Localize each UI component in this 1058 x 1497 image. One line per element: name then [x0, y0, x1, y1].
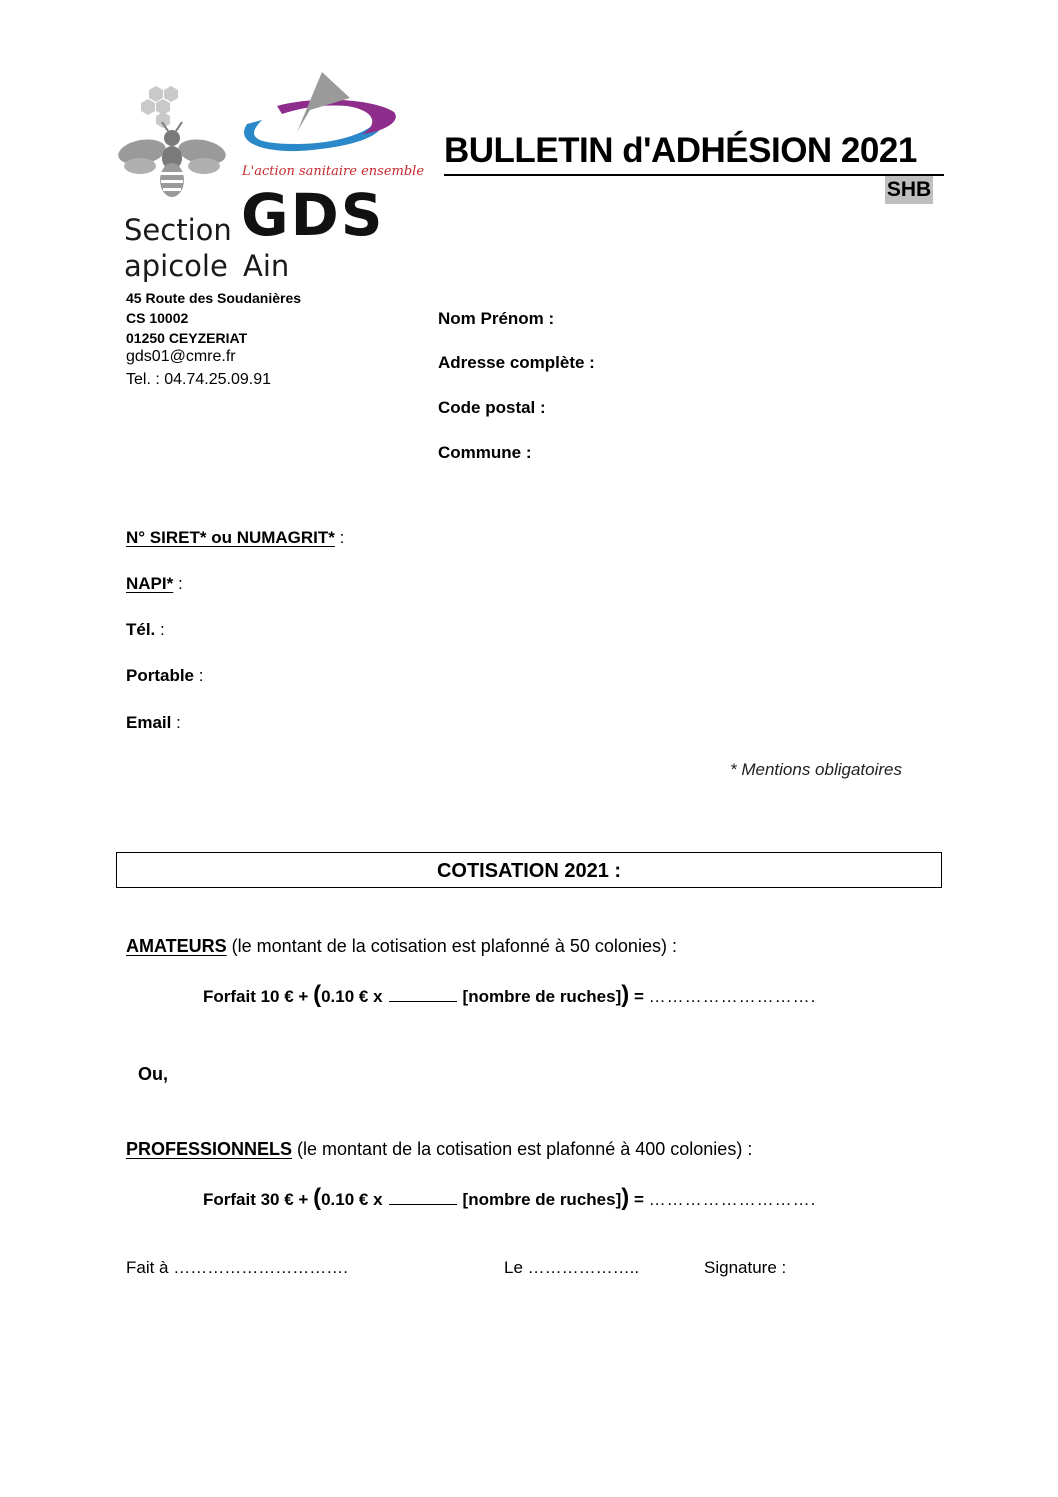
amateurs-formula-start: Forfait 10 € +: [203, 987, 314, 1006]
amateurs-total[interactable]: ……………………….: [648, 987, 817, 1006]
address-email: gds01@cmre.fr: [126, 348, 236, 365]
formula-equals: =: [629, 1190, 649, 1209]
swoosh-icon: [244, 72, 396, 151]
field-tel[interactable]: [126, 620, 165, 640]
formula-end: [nombre de ruches]: [462, 1190, 622, 1209]
pros-text: (le montant de la cotisation est plafonné à 400 colonies) :: [292, 1139, 753, 1159]
field-siret[interactable]: [126, 528, 344, 548]
or-text: Ou,: [138, 1064, 168, 1084]
date-field[interactable]: Le ………………..: [504, 1258, 640, 1277]
formula-mid: 0.10 € x: [321, 987, 383, 1006]
amateurs-label: AMATEURS: [126, 936, 227, 956]
formula-mid: 0.10 € x: [321, 1190, 383, 1209]
siret-label: N° SIRET* ou NUMAGRIT*: [126, 528, 335, 547]
pros-formula: Forfait 30 € + (0.10 € x [nombre de ruches]) = ……………………….: [203, 1184, 817, 1211]
field-commune[interactable]: Commune :: [438, 443, 532, 462]
logo-region: Ain: [243, 249, 290, 283]
portable-label: Portable: [126, 666, 195, 685]
formula-end: [nombre de ruches]: [462, 987, 622, 1006]
page-title: BULLETIN d'ADHÉSION 2021: [444, 128, 944, 176]
tel-colon: :: [160, 620, 165, 639]
address-street: 45 Route des Soudanières: [126, 290, 302, 306]
field-portable[interactable]: [126, 666, 204, 686]
signature-field[interactable]: Signature :: [704, 1258, 787, 1277]
siret-colon: :: [339, 528, 345, 547]
field-email[interactable]: [126, 713, 181, 733]
bee-icon: [116, 122, 227, 197]
napi-colon: :: [177, 574, 183, 593]
field-adresse[interactable]: Adresse complète :: [438, 353, 595, 372]
formula-equals: =: [629, 987, 649, 1006]
ruches-count-pros[interactable]: [389, 1190, 457, 1205]
field-napi[interactable]: [126, 574, 183, 594]
email-label: Email: [126, 713, 172, 732]
cotisation-heading: COTISATION 2021 :: [116, 852, 942, 888]
shb-badge: SHB: [885, 176, 933, 204]
field-code-postal[interactable]: Code postal :: [438, 398, 546, 417]
tel-label: Tél.: [126, 620, 156, 639]
pros-line: [126, 1139, 752, 1160]
email-colon: :: [176, 713, 181, 732]
amateurs-text: (le montant de la cotisation est plafonné à 50 colonies) :: [226, 936, 677, 956]
address-cs: CS 10002: [126, 310, 189, 326]
napi-label: NAPI*: [126, 574, 174, 593]
address-phone: Tel. : 04.74.25.09.91: [126, 371, 271, 388]
logo-tagline: L'action sanitaire ensemble: [242, 164, 425, 179]
field-nom-prenom[interactable]: Nom Prénom :: [438, 309, 555, 328]
amateurs-formula: Forfait 10 € + (0.10 € x [nombre de ruches]) = ……………………….: [203, 981, 817, 1008]
amateurs-line: [126, 936, 677, 957]
pros-label: PROFESSIONNELS: [126, 1139, 293, 1159]
fait-a-field[interactable]: Fait à ………………………….: [126, 1258, 348, 1277]
mandatory-note: * Mentions obligatoires: [730, 760, 902, 779]
logo-section: Section: [124, 213, 232, 247]
address-city: 01250 CEYZERIAT: [126, 330, 248, 346]
logo-brand: GDS: [241, 181, 385, 249]
pros-formula-start: Forfait 30 € +: [203, 1190, 314, 1209]
hexagon-icon: [141, 86, 178, 128]
portable-colon: :: [198, 666, 204, 685]
logo-apicole: apicole: [124, 249, 228, 283]
ruches-count-amateurs[interactable]: [389, 987, 457, 1002]
pros-total[interactable]: ……………………….: [648, 1190, 817, 1209]
